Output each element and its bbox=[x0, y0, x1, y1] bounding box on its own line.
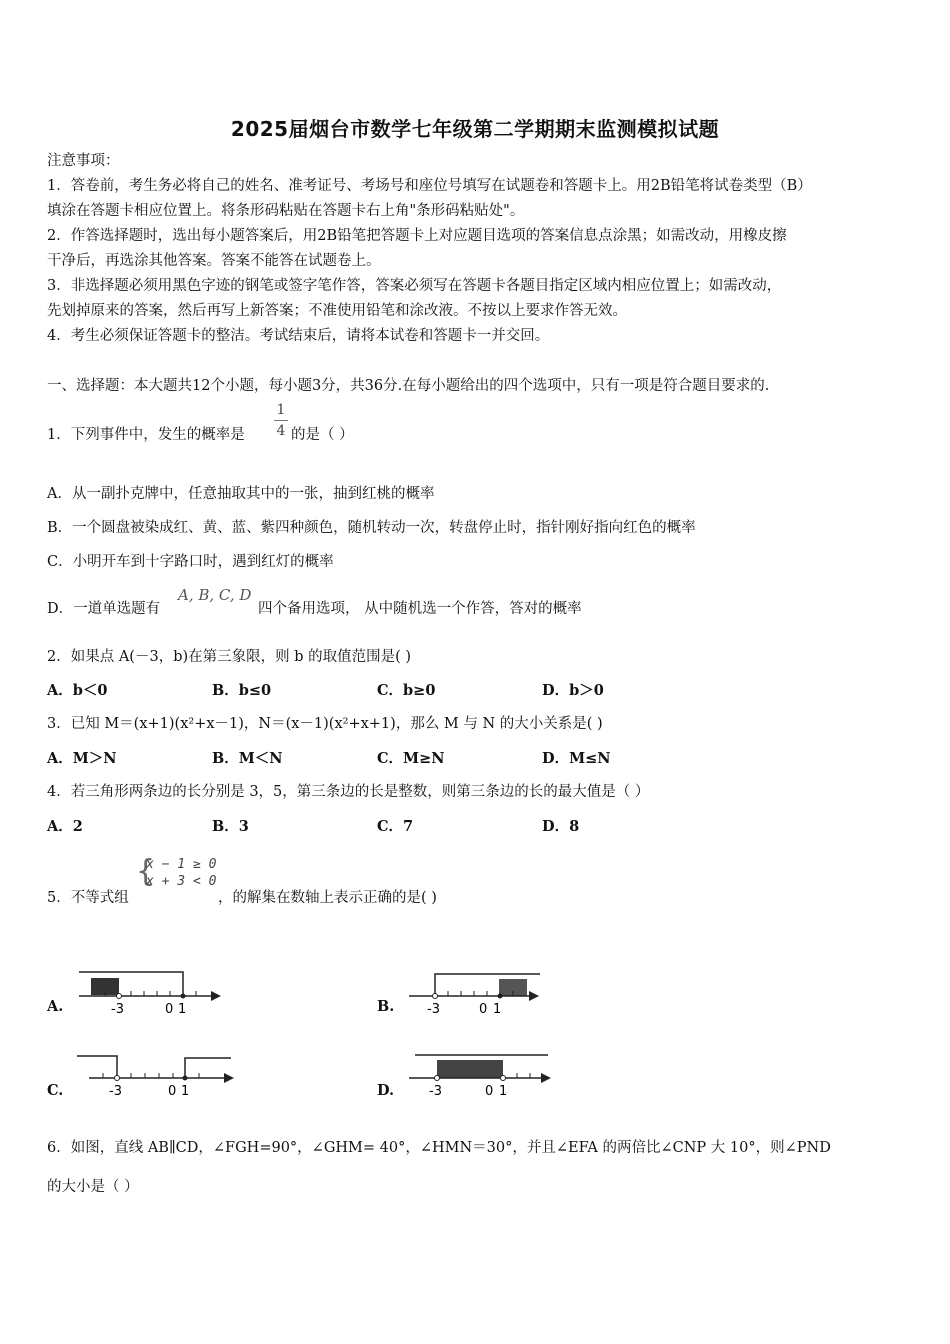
endpoint-dot bbox=[433, 994, 438, 999]
endpoint-dot bbox=[183, 1076, 188, 1081]
question-5-stem-start: 5．不等式组 bbox=[47, 890, 129, 906]
arrow-icon bbox=[211, 991, 221, 1001]
q1-option-c: C．小明开车到十字路口时，遇到红灯的概率 bbox=[47, 554, 334, 570]
arrow-icon bbox=[529, 991, 539, 1001]
number-line-d bbox=[405, 1050, 555, 1102]
q3-option-d: D．M≤N bbox=[542, 750, 611, 767]
section-heading: 一、选择题：本大题共12个小题，每小题3分，共36分.在每小题给出的四个选项中，只有一项是符合题目要求的. bbox=[47, 378, 770, 394]
tick-label: -3 bbox=[429, 1084, 442, 1099]
number-line-b bbox=[405, 966, 550, 1018]
question-6-line-2: 的大小是（ ） bbox=[47, 1179, 139, 1195]
tick-label: 1 bbox=[181, 1084, 190, 1099]
system-brace-icon: { bbox=[136, 854, 156, 889]
q2-option-a: A．b＜0 bbox=[47, 682, 108, 699]
notice-line: 先划掉原来的答案，然后再写上新答案；不准使用铅笔和涂改液。不按以上要求作答无效。 bbox=[47, 303, 627, 319]
endpoint-dot bbox=[498, 994, 503, 999]
number-line-c bbox=[75, 1050, 240, 1102]
q1-option-d-math: A, B, C, D bbox=[178, 586, 252, 604]
endpoint-dot bbox=[501, 1076, 506, 1081]
q4-option-a: A．2 bbox=[47, 818, 83, 835]
inequality-1: x − 1 ≥ 0 bbox=[146, 857, 217, 872]
endpoint-dot bbox=[181, 994, 186, 999]
notice-line: 填涂在答题卡相应位置上。将条形码粘贴在答题卡右上角"条形码粘贴处"。 bbox=[47, 203, 525, 219]
question-5-stem-end: ，的解集在数轴上表示正确的是( ) bbox=[218, 890, 437, 906]
tick-label: 0 bbox=[165, 1002, 174, 1017]
tick-label: -3 bbox=[427, 1002, 440, 1017]
arrow-icon bbox=[224, 1073, 234, 1083]
question-6-line-1: 6．如图，直线 AB∥CD，∠FGH=90°，∠GHM= 40°，∠HMN＝30°，并且∠EFA 的两倍比∠CNP 大 10°，则∠PND bbox=[47, 1140, 831, 1156]
q4-option-c: C．7 bbox=[377, 818, 414, 835]
number-line-a bbox=[75, 966, 225, 1018]
arrow-icon bbox=[541, 1073, 551, 1083]
q4-option-d: D．8 bbox=[542, 818, 580, 835]
fraction-denominator: 4 bbox=[276, 423, 286, 439]
tick-label: 1 bbox=[178, 1002, 187, 1017]
q3-option-c: C．M≥N bbox=[377, 750, 445, 767]
tick-label: 0 bbox=[168, 1084, 177, 1099]
notice-line: 4．考生必须保证答题卡的整洁。考试结束后，请将本试卷和答题卡一并交回。 bbox=[47, 328, 550, 344]
q1-option-d-end: 四个备用选项， 从中随机选一个作答，答对的概率 bbox=[258, 601, 582, 617]
q5-option-a-label: A. bbox=[47, 998, 64, 1015]
q1-option-b: B．一个圆盘被染成红、黄、蓝、紫四种颜色，随机转动一次，转盘停止时，指针刚好指向红色的概率 bbox=[47, 520, 696, 536]
question-1-stem-end: 的是（ ） bbox=[291, 427, 354, 443]
inequality-2: x + 3 < 0 bbox=[146, 874, 217, 889]
q3-option-a: A．M＞N bbox=[47, 750, 117, 767]
tick-label: 0 bbox=[485, 1084, 494, 1099]
endpoint-dot bbox=[117, 994, 122, 999]
endpoint-dot bbox=[115, 1076, 120, 1081]
fraction-one-quarter bbox=[272, 402, 290, 439]
q5-option-d-label: D. bbox=[377, 1082, 395, 1099]
question-1-stem-start: 1．下列事件中，发生的概率是 bbox=[47, 427, 245, 443]
tick-label: -3 bbox=[109, 1084, 122, 1099]
notice-heading: 注意事项： bbox=[47, 153, 120, 169]
q1-option-a: A．从一副扑克牌中，任意抽取其中的一张，抽到红桃的概率 bbox=[47, 486, 435, 502]
q3-option-b: B．M＜N bbox=[212, 750, 283, 767]
fraction-bar bbox=[274, 420, 288, 421]
notice-line: 干净后，再选涂其他答案。答案不能答在试题卷上。 bbox=[47, 253, 381, 269]
q2-option-b: B．b≤0 bbox=[212, 682, 272, 699]
q5-option-c-label: C. bbox=[47, 1082, 64, 1099]
question-3-stem: 3．已知 M＝(x+1)(x²+x－1)，N＝(x－1)(x²+x+1)，那么 M 与 N 的大小关系是( ) bbox=[47, 716, 603, 732]
tick-label: 1 bbox=[499, 1084, 508, 1099]
question-4-stem: 4．若三角形两条边的长分别是 3，5，第三条边的长是整数，则第三条边的长的最大值是（ ） bbox=[47, 784, 650, 800]
endpoint-dot bbox=[435, 1076, 440, 1081]
notice-line: 3．非选择题必须用黑色字迹的钢笔或签字笔作答，答案必须写在答题卡各题目指定区域内相应位置上；如需改动， bbox=[47, 278, 782, 294]
solution-bracket bbox=[77, 1056, 117, 1078]
tick-label: 1 bbox=[493, 1002, 502, 1017]
q2-option-d: D．b＞0 bbox=[542, 682, 604, 699]
tick-label: 0 bbox=[479, 1002, 488, 1017]
tick-label: -3 bbox=[111, 1002, 124, 1017]
q5-option-b-label: B. bbox=[377, 998, 395, 1015]
page-title: 2025届烟台市数学七年级第二学期期末监测模拟试题 bbox=[230, 117, 720, 141]
q2-option-c: C．b≥0 bbox=[377, 682, 436, 699]
notice-line: 2．作答选择题时，选出每小题答案后，用2B铅笔把答题卡上对应题目选项的答案信息点涂黑；如需改动，用橡皮擦 bbox=[47, 228, 787, 244]
q1-option-d-start: D．一道单选题有 bbox=[47, 601, 161, 617]
notice-line: 1．答卷前，考生务必将自己的姓名、准考证号、考场号和座位号填写在试题卷和答题卡上。用2B铅笔将试卷类型（B） bbox=[47, 178, 812, 194]
question-2-stem: 2．如果点 A(－3，b)在第三象限，则 b 的取值范围是( ) bbox=[47, 649, 412, 665]
shaded-region bbox=[437, 1060, 503, 1078]
q4-option-b: B．3 bbox=[212, 818, 249, 835]
fraction-numerator: 1 bbox=[276, 402, 286, 418]
